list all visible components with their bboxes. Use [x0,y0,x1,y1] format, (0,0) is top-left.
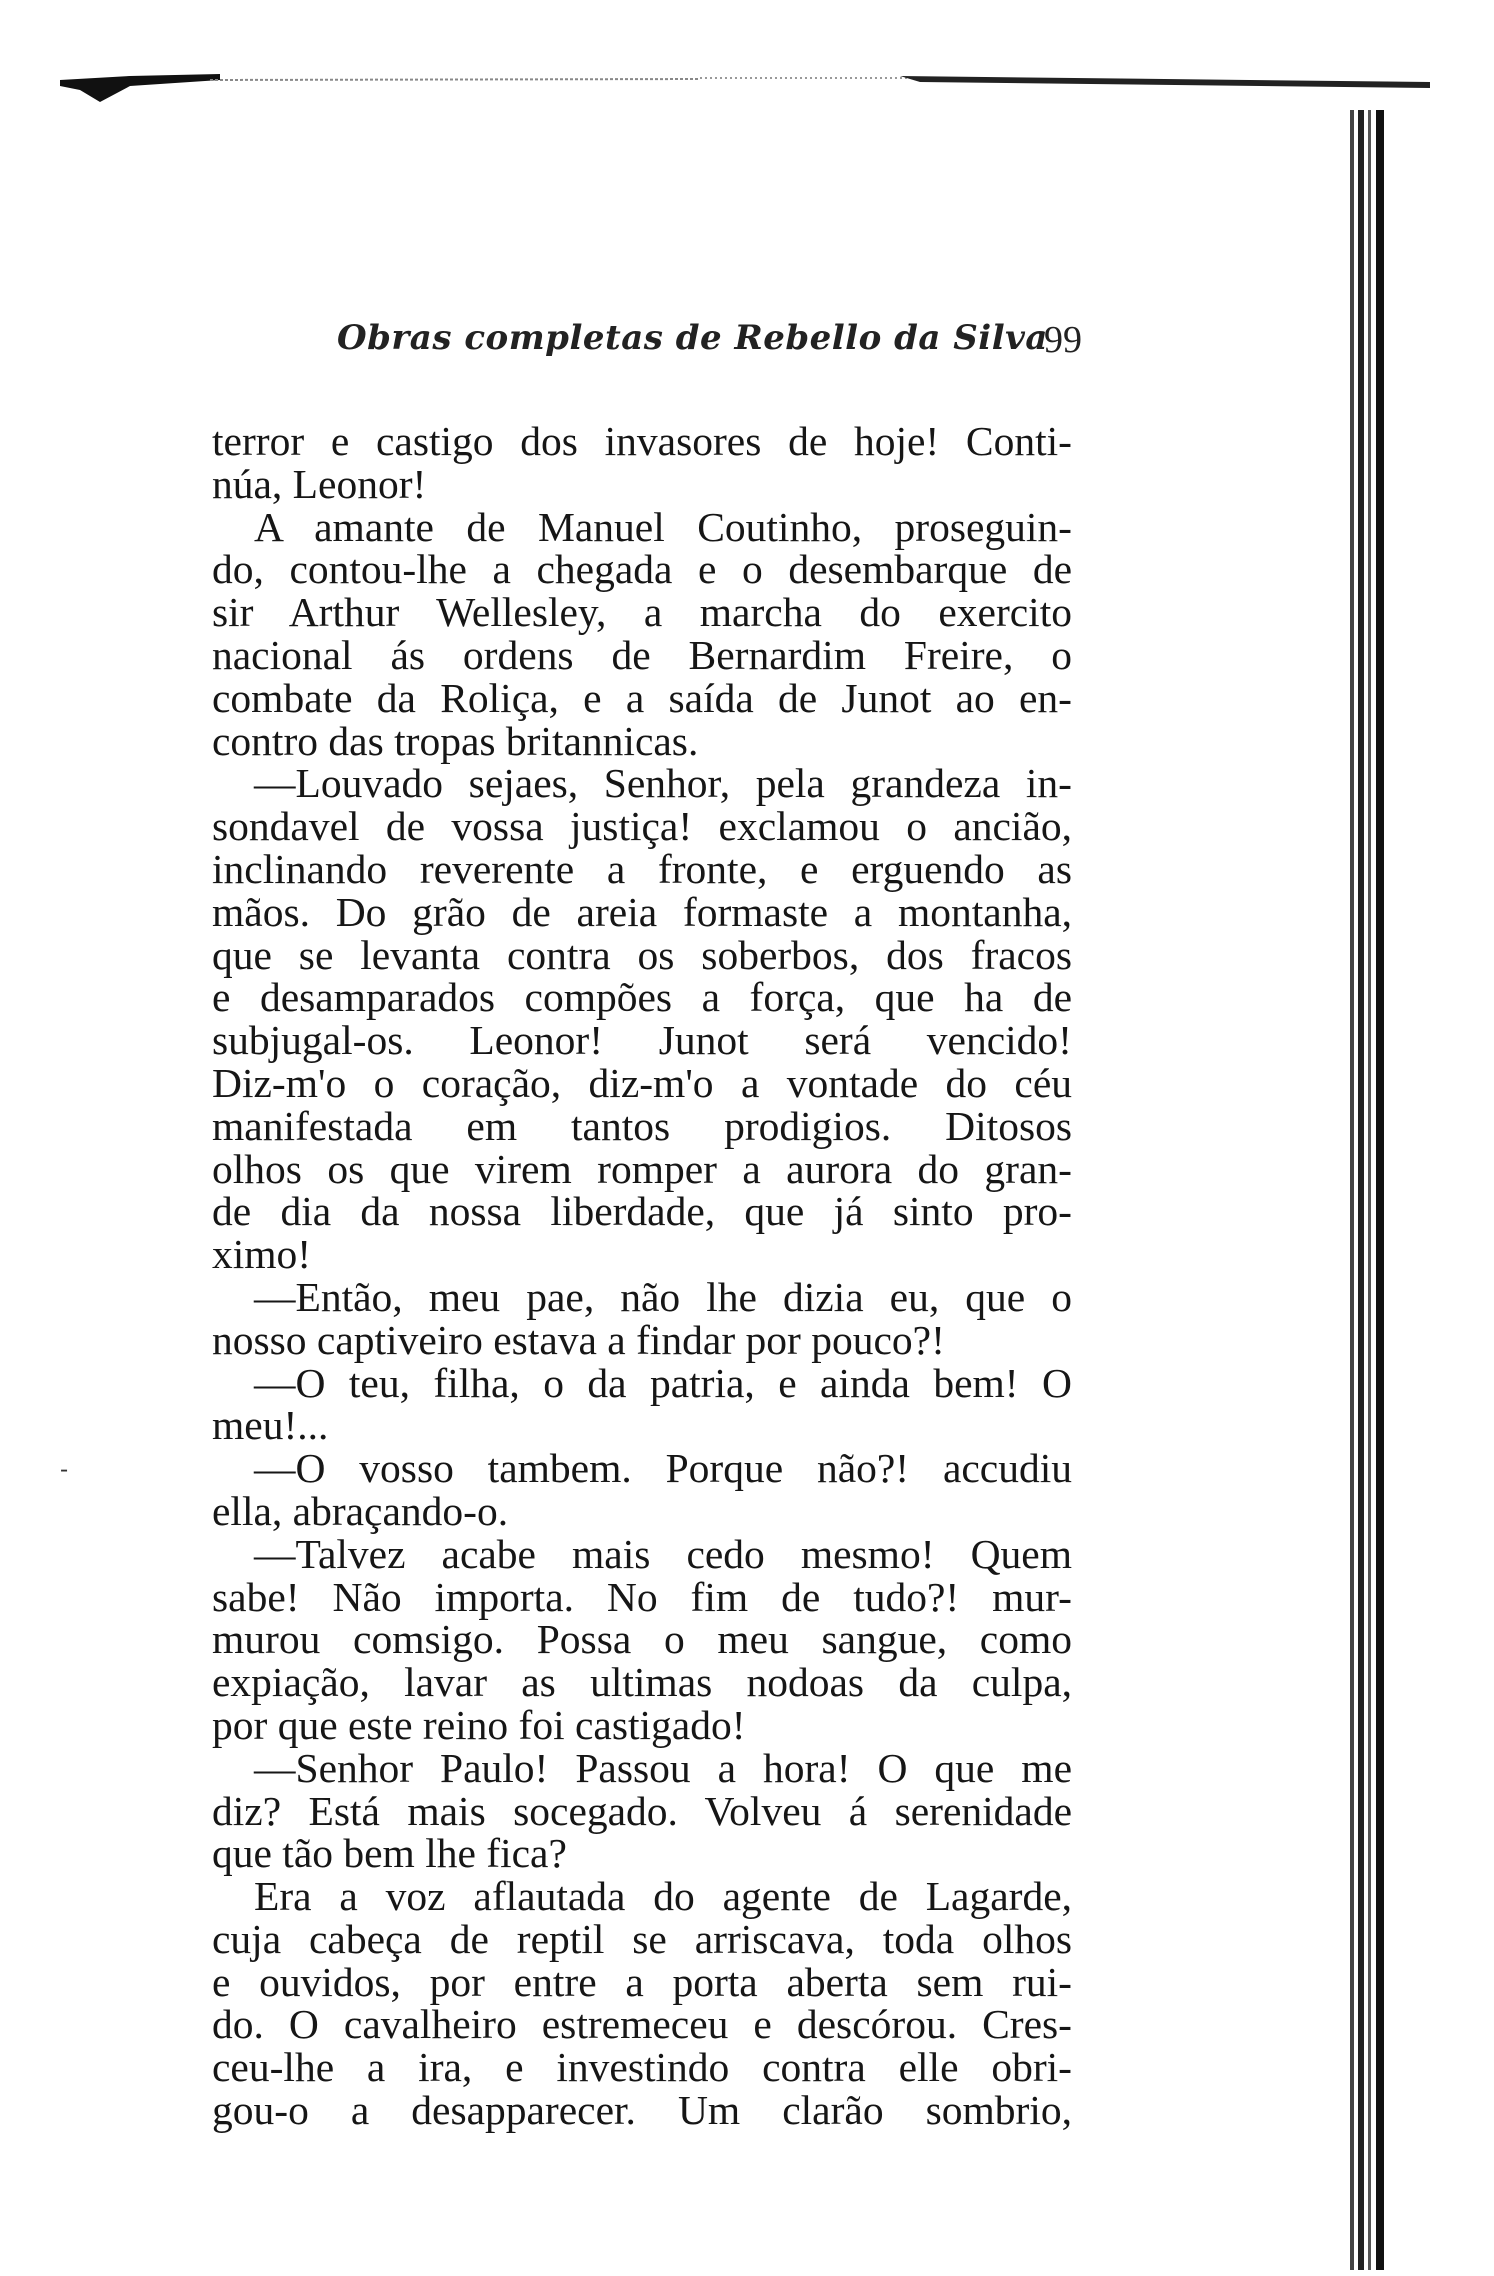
text-line: —Louvado sejaes, Senhor, pela grandeza in- [254,760,1072,807]
text-line: do. O cavalheiro estremeceu e descórou. Cres- [212,2001,1072,2048]
text-line: e desamparados compões a força, que ha de [212,974,1072,1021]
page-number: 99 [1044,319,1082,361]
margin-mark: ‐ [60,1455,69,1483]
text-line: —Então, meu pae, não lhe dizia eu, que o [254,1273,1072,1320]
text-line: —O vosso tambem. Porque não?! accudiu [254,1445,1072,1492]
text-line: manifestada em tantos prodigios. Ditosos [212,1102,1072,1149]
text-line: combate da Roliça, e a saída de Junot ao en- [212,674,1072,721]
text-line: sondavel de vossa justiça! exclamou o ancião, [212,803,1072,850]
text-line: ceu-lhe a ira, e investindo contra elle obri- [212,2044,1072,2091]
text-line: —Talvez acabe mais cedo mesmo! Quem [254,1530,1072,1577]
text-line: de dia da nossa liberdade, que já sinto pro- [212,1188,1072,1235]
text-line: —O teu, filha, o da patria, e ainda bem! O [254,1359,1072,1406]
text-line: diz? Está mais socegado. Volveu á serenidade [212,1787,1072,1834]
text-line: terror e castigo dos invasores de hoje! Conti- [212,418,1072,464]
text-line: ella, abraçando-o. [212,1487,509,1534]
text-line: cuja cabeça de reptil se arriscava, toda olhos [212,1915,1072,1962]
text-line: que se levanta contra os soberbos, dos fracos [212,931,1072,978]
text-line: Era a voz aflautada do agente de Lagarde, [254,1873,1072,1920]
text-line: meu!... [212,1402,329,1449]
text-line: contro das tropas britannicas. [212,717,699,764]
text-line: olhos os que virem romper a aurora do gran- [212,1145,1072,1192]
text-line: subjugal-os. Leonor! Junot será vencido! [212,1017,1072,1064]
text-line: por que este reino foi castigado! [212,1701,746,1748]
text-line: nacional ás ordens de Bernardim Freire, o [212,631,1072,678]
text-line: inclinando reverente a fronte, e erguendo as [212,845,1072,892]
text-line: nosso captiveiro estava a findar por pouco?! [212,1316,945,1363]
text-line: e ouvidos, por entre a porta aberta sem rui- [212,1958,1072,2005]
text-line: murou comsigo. Possa o meu sangue, como [212,1616,1072,1663]
text-line: —Senhor Paulo! Passou a hora! O que me [254,1744,1072,1791]
body-text [212,420,1072,2132]
text-line: sabe! Não importa. No fim de tudo?! mur- [212,1573,1072,1620]
text-line: Diz-m'o o coração, diz-m'o a vontade do céu [212,1059,1072,1106]
text-line: A amante de Manuel Coutinho, proseguin- [254,503,1072,550]
text-line: expiação, lavar as ultimas nodoas da culpa, [212,1659,1072,1706]
text-line: do, contou-lhe a chegada e o desembarque de [212,546,1072,593]
text-line: sir Arthur Wellesley, a marcha do exercito [212,589,1072,636]
text-line: ximo! [212,1231,312,1278]
page-binding-edge [1350,110,1390,2270]
running-header [212,318,1082,378]
running-title: Obras completas de Rebello da Silva [337,318,1048,358]
page-top-rule [60,72,1430,106]
text-line: que tão bem lhe fica? [212,1830,567,1877]
text-line: gou-o a desapparecer. Um clarão sombrio, [212,2087,1072,2134]
text-line: núa, Leonor! [212,460,427,507]
text-line: mãos. Do grão de areia formaste a montanha, [212,888,1072,935]
